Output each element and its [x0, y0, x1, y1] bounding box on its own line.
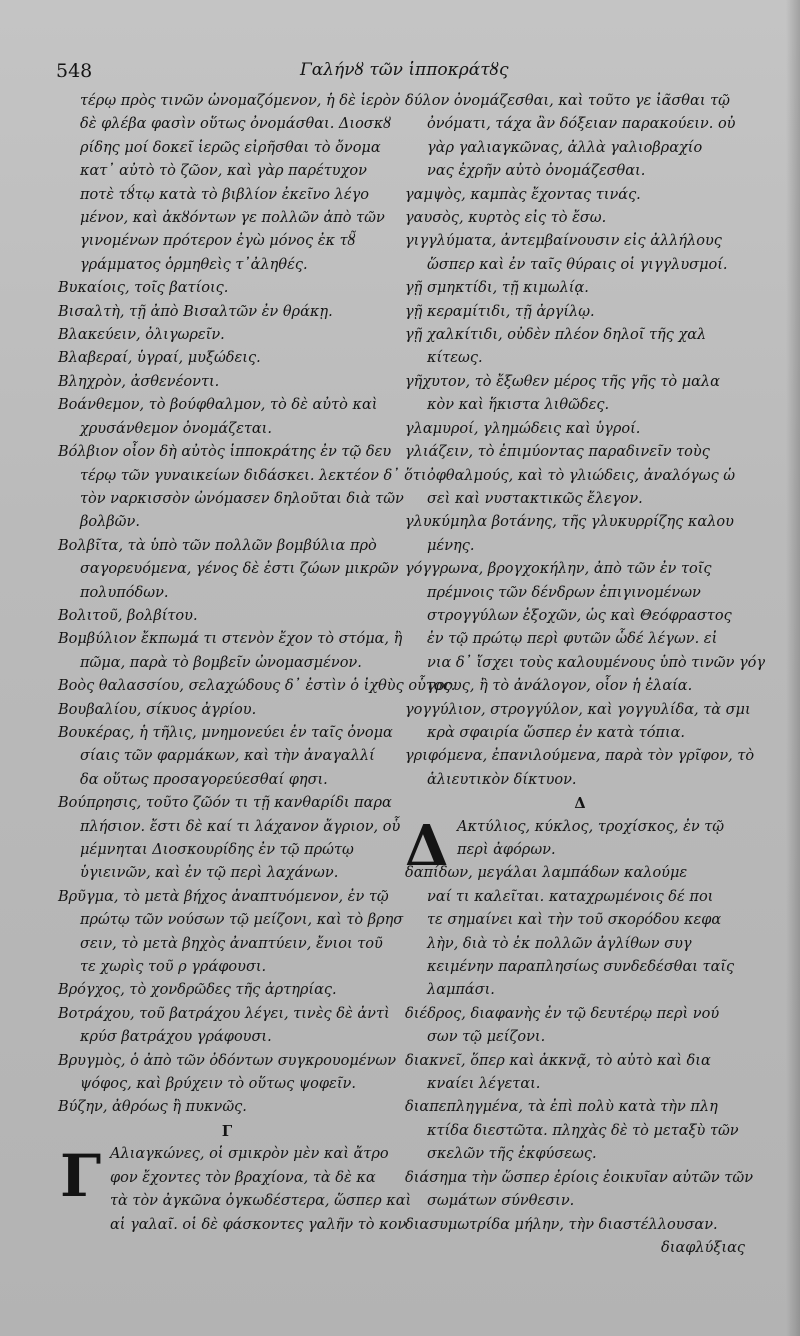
page-header	[0, 56, 800, 86]
text-line: κρὰ σφαιρία ὥσπερ ἐν κατὰ τόπια.	[427, 724, 686, 741]
text-line: λὴν, διὰ τὸ ἐκ πολλῶν ἀγλίθων συγ	[427, 935, 692, 952]
text-line: γῆχυτον, τὸ ἔξωθεν μέρος τῆς γῆς τὸ μαλα	[405, 373, 720, 390]
text-line: σωμάτων σύνθεσιν.	[427, 1193, 575, 1210]
text-line: διασυμωτρίδα μήλην, τὴν διαστέλλουσαν.	[405, 1216, 718, 1233]
text-line: τὸν ναρκισσὸν ὠνόμασεν δηλοῦται διὰ τῶν	[80, 490, 404, 507]
text-line: Βλακεύειν, ὀλιγωρεῖν.	[58, 327, 225, 344]
text-line: Βρυγμὸς, ὁ ἀπὸ τῶν ὀδόντων συγκρουομένων	[58, 1052, 397, 1069]
text-line: σκελῶν τῆς ἐκφύσεως.	[427, 1146, 597, 1163]
text-line: τε χωρὶς τοῦ ρ γράφουσι.	[80, 959, 267, 976]
text-line: γὰρ γαλιαγκῶνας, ἀλλὰ γαλιοβραχίο	[427, 139, 703, 156]
text-line: μένης.	[427, 537, 475, 554]
text-line: φον ἔχοντες τὸν βραχίονα, τὰ δὲ κα	[110, 1169, 376, 1186]
page-edge-shadow	[786, 0, 800, 1336]
text-line: γαυσὸς, κυρτὸς εἰς τὸ ἔσω.	[405, 210, 607, 227]
page-number: 548	[56, 60, 93, 82]
text-line: σων τῷ μείζονι.	[427, 1029, 546, 1046]
text-line: γιγγλύματα, ἀντεμβαίνουσιν εἰς ἀλλήλους	[405, 233, 722, 250]
text-line: σεὶ καὶ νυστακτικῶς ἔλεγον.	[427, 490, 643, 507]
text-line: ὀνόματι, τάχα ἂν δόξειαν παρακούειν. οὐ	[427, 116, 736, 133]
text-line: ἐν τῷ πρώτῳ περὶ φυτῶν ὧδέ λέγων. εἰ	[427, 631, 718, 648]
text-line: ρίδης μοί δοκεῖ ἱερῶς εἰρῆσθαι τὸ ὄνομα	[80, 139, 381, 156]
text-line: Βρῦγμα, τὸ μετὰ βήχος ἀναπτυόμενον, ἐν τῷ	[58, 888, 389, 905]
text-line: κρύσ βατράχου γράφουσι.	[80, 1029, 272, 1046]
text-line: διέδρος, διαφανὴς ἐν τῷ δευτέρῳ περὶ νού	[405, 1005, 720, 1022]
text-line: διαπεπληγμένα, τὰ ἐπὶ πολὺ κατὰ τὴν πλη	[405, 1099, 718, 1116]
text-line: γαμψὸς, καμπὰς ἔχοντας τινάς.	[405, 186, 641, 203]
text-line: κατ᾽ αὐτὸ τὸ ζῶον, καὶ γὰρ παρέτυχον	[80, 163, 367, 180]
text-line: περὶ ἀφόρων.	[457, 842, 556, 858]
text-line: Βούπρησις, τοῦτο ζῶόν τι τῇ κανθαρίδι παρα	[58, 795, 392, 812]
text-line: πρώτῳ τῶν νούσων τῷ μείζονι, καὶ τὸ βρησ	[80, 912, 404, 929]
text-line: ὀφθαλμούς, καὶ τὸ γλιώδεις, ἀναλόγως ὡ	[427, 467, 736, 484]
text-line: γῇ χαλκίτιδι, οὐδὲν πλέον δηλοῖ τῆς χαλ	[405, 327, 707, 344]
text-line: κὸν καὶ ἥκιστα λιθῶδες.	[427, 397, 610, 414]
text-line: Βλαβεραί, ὑγραί, μυξώδεις.	[58, 350, 261, 367]
catchword: διαφλύξιας	[661, 1239, 745, 1256]
section-letter-gamma: Γ	[221, 1122, 233, 1140]
gamma-entries	[58, 1143, 412, 1237]
text-line: γινομένων πρότερον ἐγὼ μόνος ἐκ τȣ̃	[80, 233, 356, 250]
text-line: γρους, ἢ τὸ ἀνάλογον, οἷον ἡ ἐλαία.	[427, 678, 693, 695]
text-line: ποτὲ τȣ́τῳ κατὰ τὸ βιβλίον ἐκεῖνο λέγο	[80, 186, 369, 203]
text-line: γράμματος ὁρμηθεὶς τ᾽ἀληθές.	[80, 256, 308, 273]
text-line: τέρῳ πρὸς τινῶν ὠνομαζόμενον, ἡ δὲ ἱερὸν	[80, 93, 400, 109]
text-line: Βοὸς θαλασσίου, σελαχώδους δ᾽ ἐστὶν ὁ ἰχθὺς οὗτος.	[58, 678, 456, 695]
text-line: κίτεως.	[427, 350, 483, 367]
drop-cap-gamma: Γ	[60, 1142, 102, 1211]
text-line: γριφόμενα, ἐπανιλούμενα, παρὰ τὸν γρῖφον, τὸ	[405, 748, 755, 765]
right-column-entries-bottom	[405, 862, 755, 1237]
text-line: πρέμνοις τῶν δένδρων ἐπιγινομένων	[427, 584, 701, 601]
text-line: πολυπόδων.	[80, 584, 169, 601]
text-line: γλιάζειν, τὸ ἐπιμύοντας παραδινεῖν τοὺς	[405, 444, 710, 461]
text-line: Βύζην, ἀθρόως ἢ πυκνῶς.	[58, 1099, 247, 1116]
text-line: Αλιαγκώνες, οἱ σμικρὸν μὲν καὶ ἄτρο	[110, 1146, 389, 1163]
text-line: τὰ τὸν ἀγκῶνα ὀγκωδέστερα, ὥσπερ καὶ	[110, 1193, 412, 1210]
text-line: γλαμυροί, γλημώδεις καὶ ὑγροί.	[405, 420, 641, 437]
text-line: κτίδα διεστῶτα. πληχὰς δὲ τὸ μεταξὺ τῶν	[427, 1122, 739, 1139]
text-line: γῇ κεραμίτιδι, τῇ ἀργίλῳ.	[405, 303, 595, 320]
text-line: τε σημαίνει καὶ τὴν τοῦ σκορόδου κεφα	[427, 912, 722, 929]
text-line: Βληχρὸν, ἀσθενέοντι.	[58, 373, 220, 390]
delta-entries	[405, 816, 755, 863]
text-line: αἱ γαλαῖ. οἱ δὲ φάσκοντες γαλῆν τὸ κον	[110, 1216, 407, 1233]
text-line: βολβῶν.	[80, 514, 140, 531]
text-line: σαγορευόμενα, γένος δὲ ἐστι ζώων μικρῶν	[80, 561, 399, 578]
text-line: ψόφος, καὶ βρύχειν τὸ οὕτως ψοφεῖν.	[80, 1076, 356, 1093]
text-line: Βολιτοῦ, βολβίτου.	[58, 607, 198, 624]
text-line: μέμνηται Διοσκουρίδης ἐν τῷ πρώτῳ	[80, 842, 354, 858]
right-column	[405, 90, 766, 1260]
text-line: Βομβύλιον ἔκπωμά τι στενὸν ἔχον τὸ στόμα, ἢ	[58, 631, 403, 648]
text-line: κειμένην παραπλησίως συνδεδέσθαι ταῖς	[427, 959, 735, 976]
text-line: ὥσπερ καὶ ἐν ταῖς θύραις οἱ γιγγλυσμοί.	[427, 256, 728, 273]
text-line: ἁλιευτικὸν δίκτυον.	[427, 771, 577, 788]
running-head: Γαλήνȣ τῶν ἱπποκράτȣς	[300, 60, 509, 80]
text-line: Βοάνθεμον, τὸ βούφθαλμον, τὸ δὲ αὐτὸ καὶ	[58, 397, 378, 414]
text-line: πῶμα, παρὰ τὸ βομβεῖν ὠνομασμένον.	[80, 654, 362, 671]
text-line: Βισαλτὴ, τῇ ἀπὸ Βισαλτῶν ἐν θράκῃ.	[58, 303, 333, 320]
drop-cap-delta: Δ	[405, 812, 449, 879]
text-line: Βόλβιον οἶον δὴ αὐτὸς ἱπποκράτης ἐν τῷ δευ	[58, 444, 392, 461]
text-line: δαπίδων, μεγάλαι λαμπάδων καλούμε	[405, 865, 688, 882]
text-line: σίαις τῶν φαρμάκων, καὶ τὴν ἀναγαλλί	[80, 748, 375, 765]
text-line: στρογγύλων ἐξοχῶν, ὡς καὶ Θεόφραστος	[427, 607, 732, 624]
text-line: σειν, τὸ μετὰ βηχὸς ἀναπτύειν, ἔνιοι τοῦ	[80, 935, 383, 952]
text-line: νας ἐχρῆν αὐτὸ ὀνομάζεσθαι.	[427, 163, 646, 180]
right-column-entries-top	[405, 90, 766, 792]
text-line: πλήσιον. ἔστι δὲ καί τι λάχανον ἄγριον, οὗ	[80, 818, 401, 835]
text-line: Ακτύλιος, κύκλος, τροχίσκος, ἐν τῷ	[457, 818, 725, 835]
text-line: χρυσάνθεμον ὀνομάζεται.	[80, 420, 272, 437]
text-line: γογγύλιον, στρογγύλον, καὶ γογγυλίδα, τὰ σμι	[405, 701, 751, 718]
text-line: διάσημα τὴν ὥσπερ ἐρίοις ἐοικυῖαν αὐτῶν τῶν	[405, 1169, 754, 1186]
text-line: Βοτράχου, τοῦ βατράχου λέγει, τινὲς δὲ ἀντὶ	[58, 1005, 390, 1022]
text-line: νια δ᾽ ἴσχει τοὺς καλουμένους ὑπὸ τινῶν γόγ	[427, 654, 766, 671]
text-line: γλυκύμηλα βοτάνης, τῆς γλυκυρρίζης καλου	[405, 514, 734, 531]
text-line: ναί τι καλεῖται. καταχρωμένοις δέ ποι	[427, 888, 714, 905]
text-line: λαμπάσι.	[427, 982, 495, 999]
text-line: διακνεῖ, ὅπερ καὶ ἀκκνᾷ, τὸ αὐτὸ καὶ δια	[405, 1052, 711, 1069]
gamma-section	[58, 1142, 412, 1237]
text-line: Βουκέρας, ἡ τῆλις, μνημονεύει ἐν ταῖς ὀνομα	[58, 724, 393, 741]
text-line: Βουβαλίου, σίκυος ἀγρίου.	[58, 701, 257, 718]
text-line: κναίει λέγεται.	[427, 1076, 541, 1093]
text-line: Βρόγχος, τὸ χονδρῶδες τῆς ἀρτηρίας.	[58, 982, 337, 999]
text-line: δύλον ὀνομάζεσθαι, καὶ τοῦτο γε ἰᾶσθαι τῷ	[405, 93, 730, 109]
text-line: ὑγιεινῶν, καὶ ἐν τῷ περὶ λαχάνων.	[80, 865, 339, 882]
text-line: γόγγρωνα, βρογχοκήλην, ἀπὸ τῶν ἐν τοῖς	[405, 561, 712, 578]
text-line: Βυκαίοις, τοῖς βατίοις.	[58, 280, 229, 297]
text-line: δὲ φλέβα φασὶν οὕτως ὀνομάσθαι. Διοσκȣ	[80, 116, 392, 133]
text-line: Βολβῖτα, τὰ ὑπὸ τῶν πολλῶν βομβύλια πρὸ	[58, 537, 377, 554]
text-line: μένον, καὶ ἀκȣόντων γε πολλῶν ἀπὸ τῶν	[80, 210, 385, 227]
text-line: τέρῳ τῶν γυναικείων διδάσκει. λεκτέον δ᾽ ὅτι	[80, 467, 427, 484]
text-line: δα οὕτως προσαγορεύεσθαί φησι.	[80, 771, 328, 788]
section-letter-delta: Δ	[574, 795, 586, 813]
text-line: γῇ σμηκτίδι, τῇ κιμωλίᾳ.	[405, 280, 589, 297]
